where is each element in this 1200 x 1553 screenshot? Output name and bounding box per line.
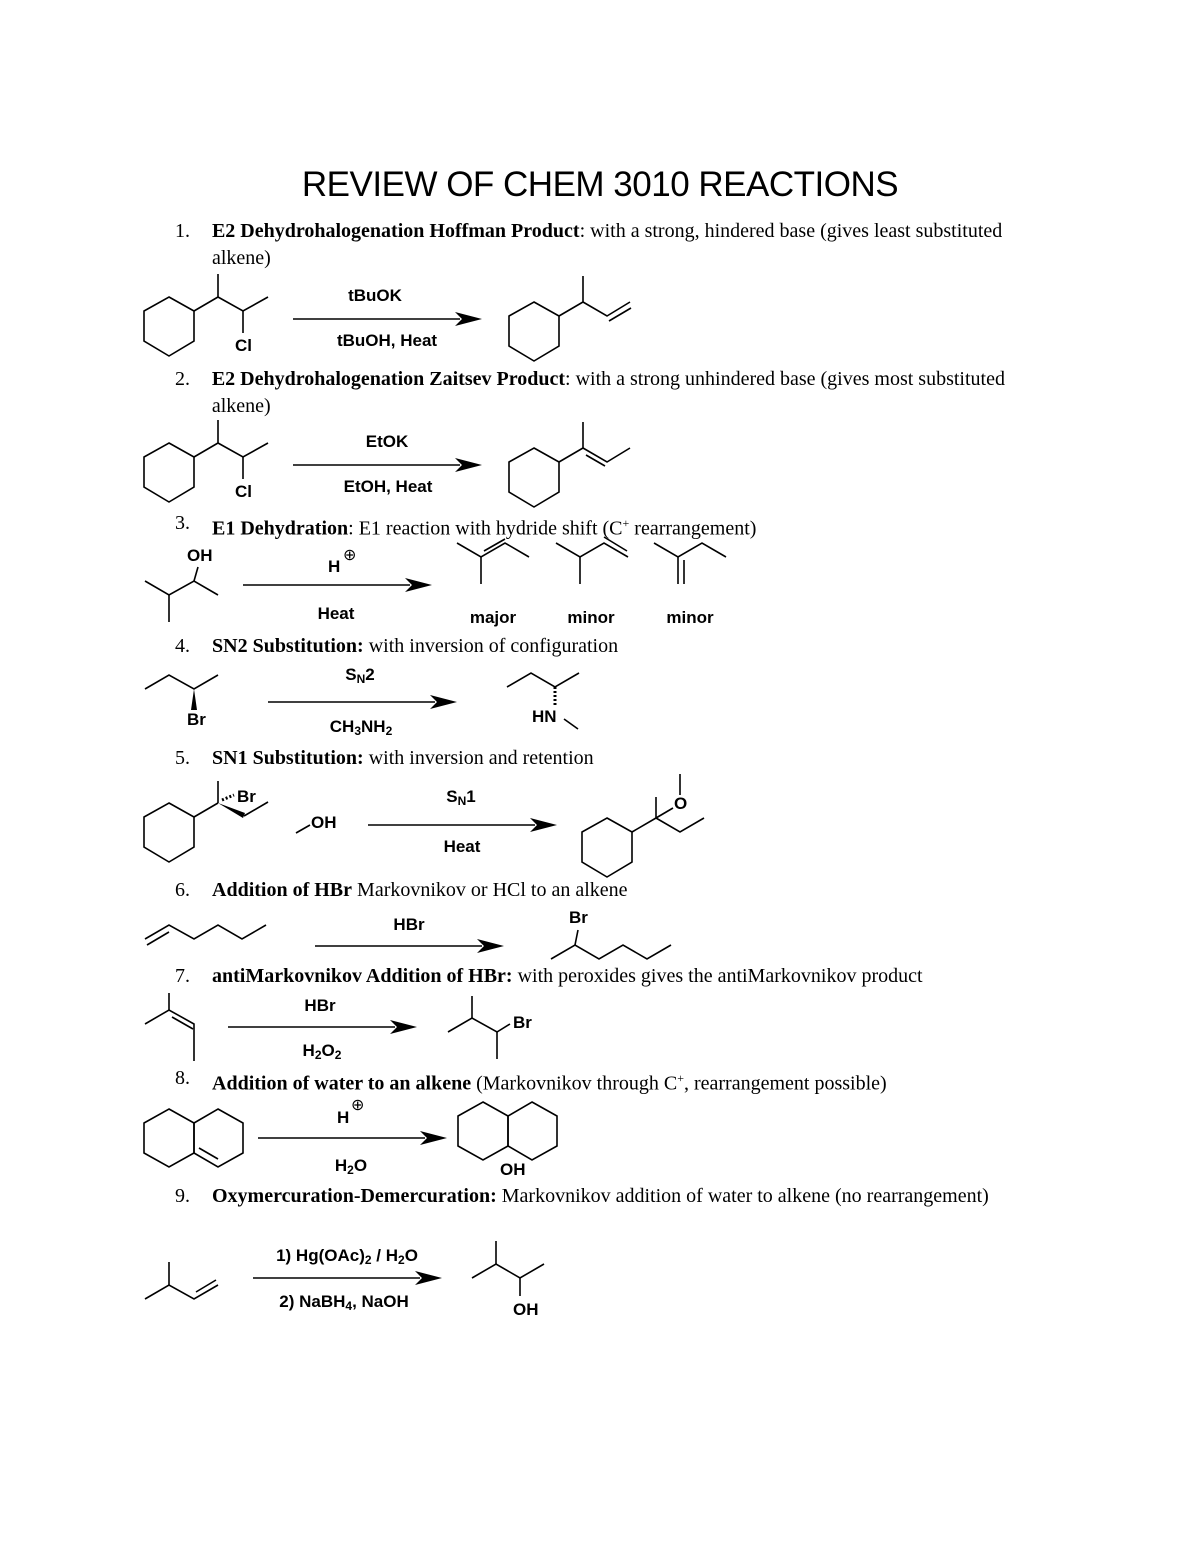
- reaction-number: 5.: [175, 747, 190, 769]
- cl-label: Cl: [235, 482, 252, 501]
- reaction-name: Oxymercuration-Demercuration:: [212, 1185, 497, 1207]
- alkene-chain: [145, 1285, 218, 1299]
- product-label-minor: minor: [666, 608, 714, 627]
- product-oh-label: OH: [513, 1300, 539, 1319]
- reaction-name: Addition of HBr: [212, 879, 353, 901]
- br-label: Br: [237, 787, 256, 806]
- product-chain: [472, 1264, 544, 1278]
- product-oh-label: OH: [500, 1160, 526, 1179]
- reaction-description: (Markovnikov through C: [471, 1072, 678, 1095]
- product-label-minor: minor: [567, 608, 615, 627]
- reaction-name: SN1 Substitution:: [212, 747, 364, 769]
- reaction-number: 7.: [175, 965, 190, 987]
- reaction-description: with inversion and retention: [363, 747, 594, 769]
- reagent-top: 1) $Hg(OAc)_2 / H_2O$: [276, 1246, 418, 1267]
- double-bond: [196, 1280, 216, 1292]
- reaction-description: with inversion of configuration: [363, 635, 619, 657]
- reagent-bottom: $H_2O$: [334, 1156, 368, 1177]
- reaction-description: with peroxides gives the antiMarkovnikov product: [512, 965, 923, 987]
- reagent-top: EtOK: [365, 432, 409, 451]
- charge-symbol: ⊕: [351, 1097, 365, 1114]
- oh-label: OH: [187, 546, 213, 565]
- reaction-number: 9.: [175, 1185, 190, 1207]
- reagent-top: H: [337, 1108, 350, 1127]
- reagent-bottom: $H_2O_2$: [302, 1041, 342, 1062]
- br-label: Br: [187, 710, 206, 729]
- reaction-number: 6.: [175, 879, 190, 901]
- reaction-name: antiMarkovnikov Addition of HBr:: [212, 965, 513, 987]
- reagent-top: H: [328, 557, 341, 576]
- reaction-description: Markovnikov or HCl to an alkene: [352, 879, 628, 901]
- reaction-description: Markovnikov addition of water to alkene (no rearrangement): [496, 1185, 989, 1207]
- reaction-description: E1 reaction with hydride shift (C: [353, 517, 623, 540]
- reagent-bottom: 2) NaBH$_4$, NaOH: [279, 1292, 409, 1313]
- reagent-top: $S_N2$: [345, 665, 375, 686]
- reaction-name: E2 Dehydrohalogenation Hoffman Product: [211, 220, 580, 242]
- reaction-name: Addition of water to an alkene: [212, 1072, 472, 1095]
- product-o-label: O: [674, 794, 688, 813]
- reagent-bottom: Heat: [443, 837, 481, 856]
- reagent-bottom: EtOH, Heat: [343, 477, 433, 496]
- product-br-label: Br: [513, 1013, 532, 1032]
- product-hn-label: HN: [532, 707, 557, 726]
- reagent-bottom: $CH_3NH_2$: [329, 717, 393, 738]
- reaction-8-heading: 8. Addition of water to an alkene (Markovnikov through C+, rearrangement possible): [175, 1065, 1065, 1098]
- reagent-bottom: Heat: [317, 604, 355, 623]
- reagent-top: $S_N1$: [446, 787, 476, 808]
- reaction-1-heading: 1. E2 Dehydrohalogenation Hoffman Product: with a strong, hindered base (gives least substituted alkene): [175, 218, 1065, 272]
- reagent-top: HBr: [393, 915, 425, 934]
- reaction-description: with a strong unhindered base (gives most substituted alkene): [211, 368, 1005, 417]
- reaction-number: 4.: [175, 635, 190, 657]
- reaction-2-heading: 2. E2 Dehydrohalogenation Zaitsev Product: with a strong unhindered base (gives most substituted alkene): [175, 366, 1065, 420]
- reaction-number: 1.: [175, 220, 190, 242]
- cl-label: Cl: [235, 336, 252, 355]
- charge-symbol: ⊕: [343, 547, 357, 564]
- reaction-number: 3.: [175, 512, 190, 534]
- product-label-major: major: [469, 608, 517, 627]
- reaction-name: E1 Dehydration: [212, 517, 349, 540]
- reaction-name: SN2 Substitution:: [212, 635, 364, 657]
- reagent-bottom: tBuOH, Heat: [336, 331, 438, 350]
- methanol-label: OH: [311, 813, 337, 832]
- reagent-top: tBuOK: [348, 286, 402, 305]
- page-title: REVIEW OF CHEM 3010 REACTIONS: [301, 165, 899, 204]
- product-br-label: Br: [569, 908, 588, 927]
- reaction-number: 8.: [175, 1067, 190, 1089]
- reaction-description: with a strong, hindered base (gives least substituted alkene): [211, 220, 1003, 269]
- reaction-number: 2.: [175, 368, 190, 390]
- reaction-3-heading: 3. E1 Dehydration: E1 reaction with hydride shift (C+ rearrangement): [175, 510, 1065, 543]
- reaction-name: E2 Dehydrohalogenation Zaitsev Product: [211, 368, 566, 390]
- reagent-top: HBr: [304, 996, 336, 1015]
